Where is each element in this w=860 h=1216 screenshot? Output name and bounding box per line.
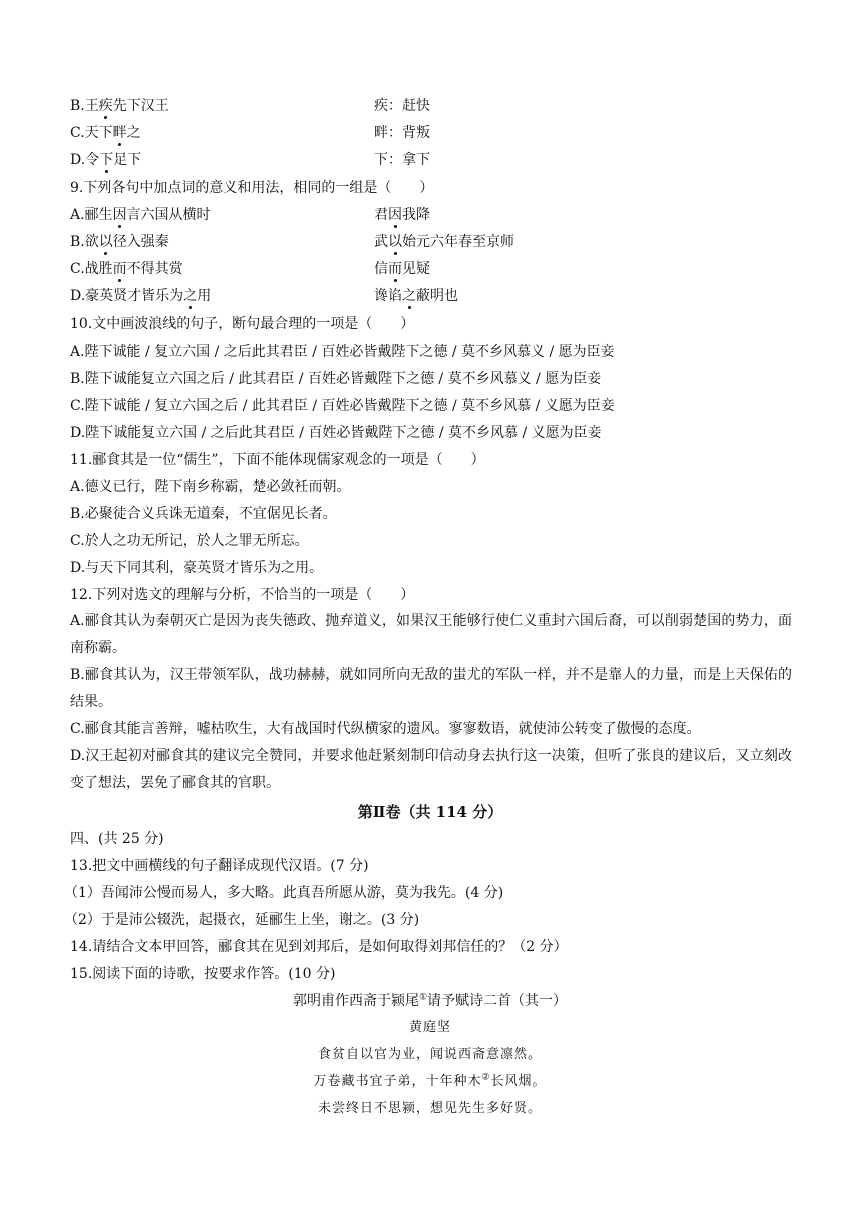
q12-option-b: B.郦食其认为，汉王带领军队，战功赫赫，就如同所向无敌的蚩尤的军队一样，并不是靠人的力量，而是上天保佑的结果。 [70,667,792,710]
poem-author: 黄庭坚 [408,1020,451,1035]
emphasis-dot-char: 畔 [112,125,127,141]
poem-line-3: 未尝终日不思颍，想见先生多好贤。 [317,1101,542,1116]
q9-option-a: A.郦生因言六国从横时 [70,207,211,223]
q12-stem: 12.下列对选文的理解与分析，不恰当的一项是（ ） [70,587,415,603]
footnote-marker: ② [481,1072,491,1083]
q10-stem: 10.文中画波浪线的句子，断句最合理的一项是（ ） [70,316,415,332]
poem-title: 郭明甫作西斋于颍尾①请予赋诗二首（其一） [292,992,568,1009]
emphasis-dot-char: 而 [112,261,127,277]
section-title: 第Ⅱ卷（共 114 分） [357,803,503,821]
emphasis-dot-char: 而 [388,261,402,277]
q13-sentence-2: （2）于是沛公辍洗，起摄衣，延郦生上坐，谢之。(3 分) [64,912,420,928]
q9-option-c: C.战胜而不得其赏 [70,261,183,277]
q10-option-c: C.陛下诚能 / 复立六国之后 / 此其君臣 / 百姓必皆戴陛下之德 / 莫不乡风慕 / 义愿为臣妾 [70,398,615,414]
emphasis-dot-char: 以 [98,234,113,250]
q12-option-d: D.汉王起初对郦食其的建议完全赞同，并要求他赶紧刻制印信动身去执行这一决策，但听了张良的建议后，又立刻改变了想法，罢免了郦食其的官职。 [70,748,792,791]
q10-option-d: D.陛下诚能复立六国 / 之后此其君臣 / 百姓必皆戴陛下之德 / 莫不乡风慕 / 义愿为臣妾 [70,425,602,441]
emphasis-dot-char: 之 [183,288,198,304]
q11-option-d: D.与天下同其利，豪英贤才皆乐为之用。 [70,560,324,576]
emphasis-dot-char: 疾 [98,98,113,114]
q8-option-c: C.天下畔之 [70,125,141,141]
q11-option-b: B.必聚徒合义兵诛无道秦，不宜倨见长者。 [70,506,337,522]
footnote-marker: ① [418,992,428,1003]
q13-sentence-1: （1）吾闻沛公慢而易人，多大略。此真吾所愿从游，莫为我先。(4 分) [64,885,504,901]
q10-option-a: A.陛下诚能 / 复立六国 / 之后此其君臣 / 百姓必皆戴陛下之德 / 莫不乡风慕义 / 愿为臣妾 [70,344,615,360]
q12-option-c: C.郦食其能言善辩，嘘枯吹生，大有战国时代纵横家的遗风。寥寥数语，就使沛公转变了傲慢的态度。 [70,721,701,737]
q8-option-d: D.令下足下 [70,152,142,168]
q8-option-b: B.王疾先下汉王 [70,98,169,114]
q10-option-b: B.陛下诚能复立六国之后 / 此其君臣 / 百姓必皆戴陛下之德 / 莫不乡风慕义 / 愿为臣妾 [70,371,602,387]
emphasis-dot-char: 因 [388,207,402,223]
part-four-heading: 四、(共 25 分) [70,831,164,847]
emphasis-dot-char: 之 [402,288,416,304]
q11-stem: 11.郦食其是一位“儒生”，下面不能体现儒家观念的一项是（ ） [70,452,485,468]
q8-option-d-gloss: 下：拿下 [374,152,430,168]
q8-option-b-gloss: 疾：赶快 [374,98,430,114]
q15-stem: 15.阅读下面的诗歌，按要求作答。(10 分) [70,966,336,982]
emphasis-dot-char: 以 [388,234,402,250]
q9-option-b: B.欲以径入强秦 [70,234,169,250]
emphasis-dot-char: 因 [112,207,127,223]
q11-option-a: A.德义已行，陛下南乡称霸，楚必敛衽而朝。 [70,479,351,495]
q9-option-d-compare: 谗谄之蔽明也 [374,288,458,304]
poem-line-1: 食贫自以官为业，闻说西斋意凛然。 [317,1047,542,1062]
q13-stem: 13.把文中画横线的句子翻译成现代汉语。(7 分) [70,858,369,874]
q11-option-c: C.於人之功无所记，於人之罪无所忘。 [70,533,309,549]
q14-stem: 14.请结合文本甲回答，郦食其在见到刘邦后，是如何取得刘邦信任的？（2 分） [70,939,568,955]
emphasis-dot-char: 下 [99,152,114,168]
q12-option-a: A.郦食其认为秦朝灭亡是因为丧失德政、抛弃道义，如果汉王能够行使仁义重封六国后裔，可以削弱楚国的势力，面南称霸。 [70,613,792,656]
poem-line-2: 万卷藏书宜子弟，十年种木②长风烟。 [313,1072,547,1089]
q9-option-d: D.豪英贤才皆乐为之用 [70,288,212,304]
q9-option-b-compare: 武以始元六年春至京师 [374,234,514,250]
q9-stem: 9.下列各句中加点词的意义和用法，相同的一组是（ ） [70,180,434,196]
q9-option-a-compare: 君因我降 [374,207,430,223]
q9-option-c-compare: 信而见疑 [374,261,430,277]
q8-option-c-gloss: 畔：背叛 [374,125,430,141]
